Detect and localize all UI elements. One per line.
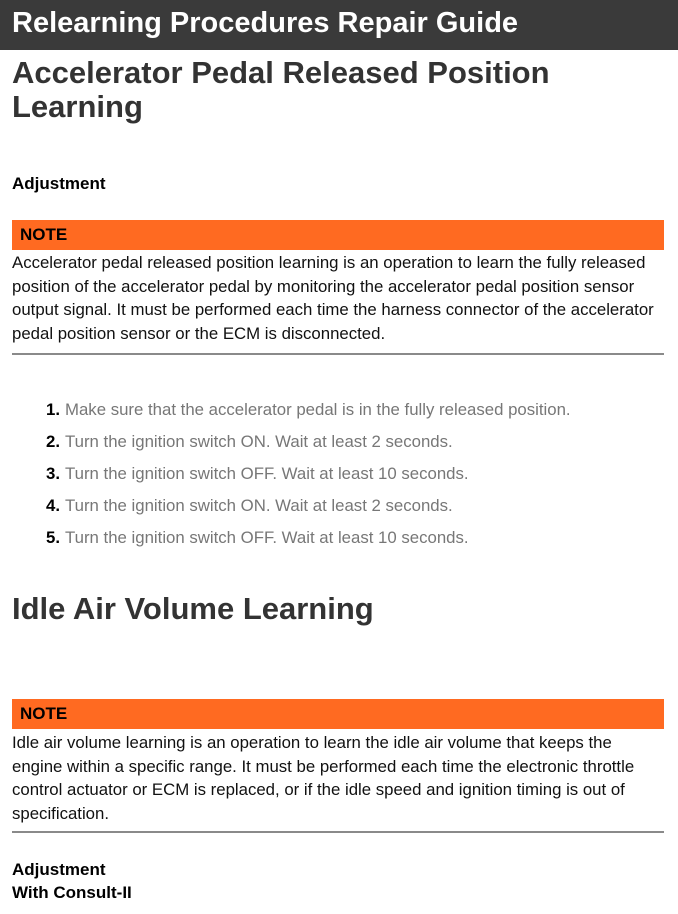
section-heading-accelerator-pedal: Accelerator Pedal Released Position Learning	[12, 55, 550, 124]
consult-ii-subheading: With Consult-II	[12, 883, 132, 902]
step-text: Turn the ignition switch ON. Wait at least 2 seconds.	[65, 432, 453, 451]
adjustment-subheading: Adjustment	[12, 860, 106, 879]
section-heading-idle-air-volume: Idle Air Volume Learning	[12, 591, 374, 626]
note-label-bar: NOTE	[12, 220, 664, 250]
step-text: Turn the ignition switch OFF. Wait at least 10 seconds.	[65, 464, 469, 483]
step-number: 3.	[46, 464, 60, 483]
step-number: 2.	[46, 432, 60, 451]
page-title-bar: Relearning Procedures Repair Guide	[0, 0, 678, 50]
list-item	[46, 430, 571, 462]
step-number: 5.	[46, 528, 60, 547]
divider	[12, 831, 664, 833]
divider	[12, 353, 664, 355]
list-item	[46, 526, 571, 558]
list-item	[46, 462, 571, 494]
procedure-steps-list	[46, 398, 571, 558]
step-number: 4.	[46, 496, 60, 515]
note-text: Idle air volume learning is an operation to learn the idle air volume that keeps the engine within a specific range. It must be performed each time the electronic throttle control actuator or ECM is replaced, or if the idle speed and ignition timing is out of specification.	[12, 733, 635, 823]
note-label-bar: NOTE	[12, 699, 664, 729]
adjustment-subheading: Adjustment	[12, 174, 106, 193]
note-text: Accelerator pedal released position learning is an operation to learn the fully released position of the accelerator pedal by monitoring the accelerator pedal position sensor output signal. It must be performed each time the harness connector of the accelerator pedal position sensor or the ECM is disconnected.	[12, 253, 654, 343]
list-item	[46, 398, 571, 430]
list-item	[46, 494, 571, 526]
step-text: Turn the ignition switch OFF. Wait at least 10 seconds.	[65, 528, 469, 547]
step-number: 1.	[46, 400, 60, 419]
step-text: Make sure that the accelerator pedal is in the fully released position.	[65, 400, 571, 419]
step-text: Turn the ignition switch ON. Wait at least 2 seconds.	[65, 496, 453, 515]
